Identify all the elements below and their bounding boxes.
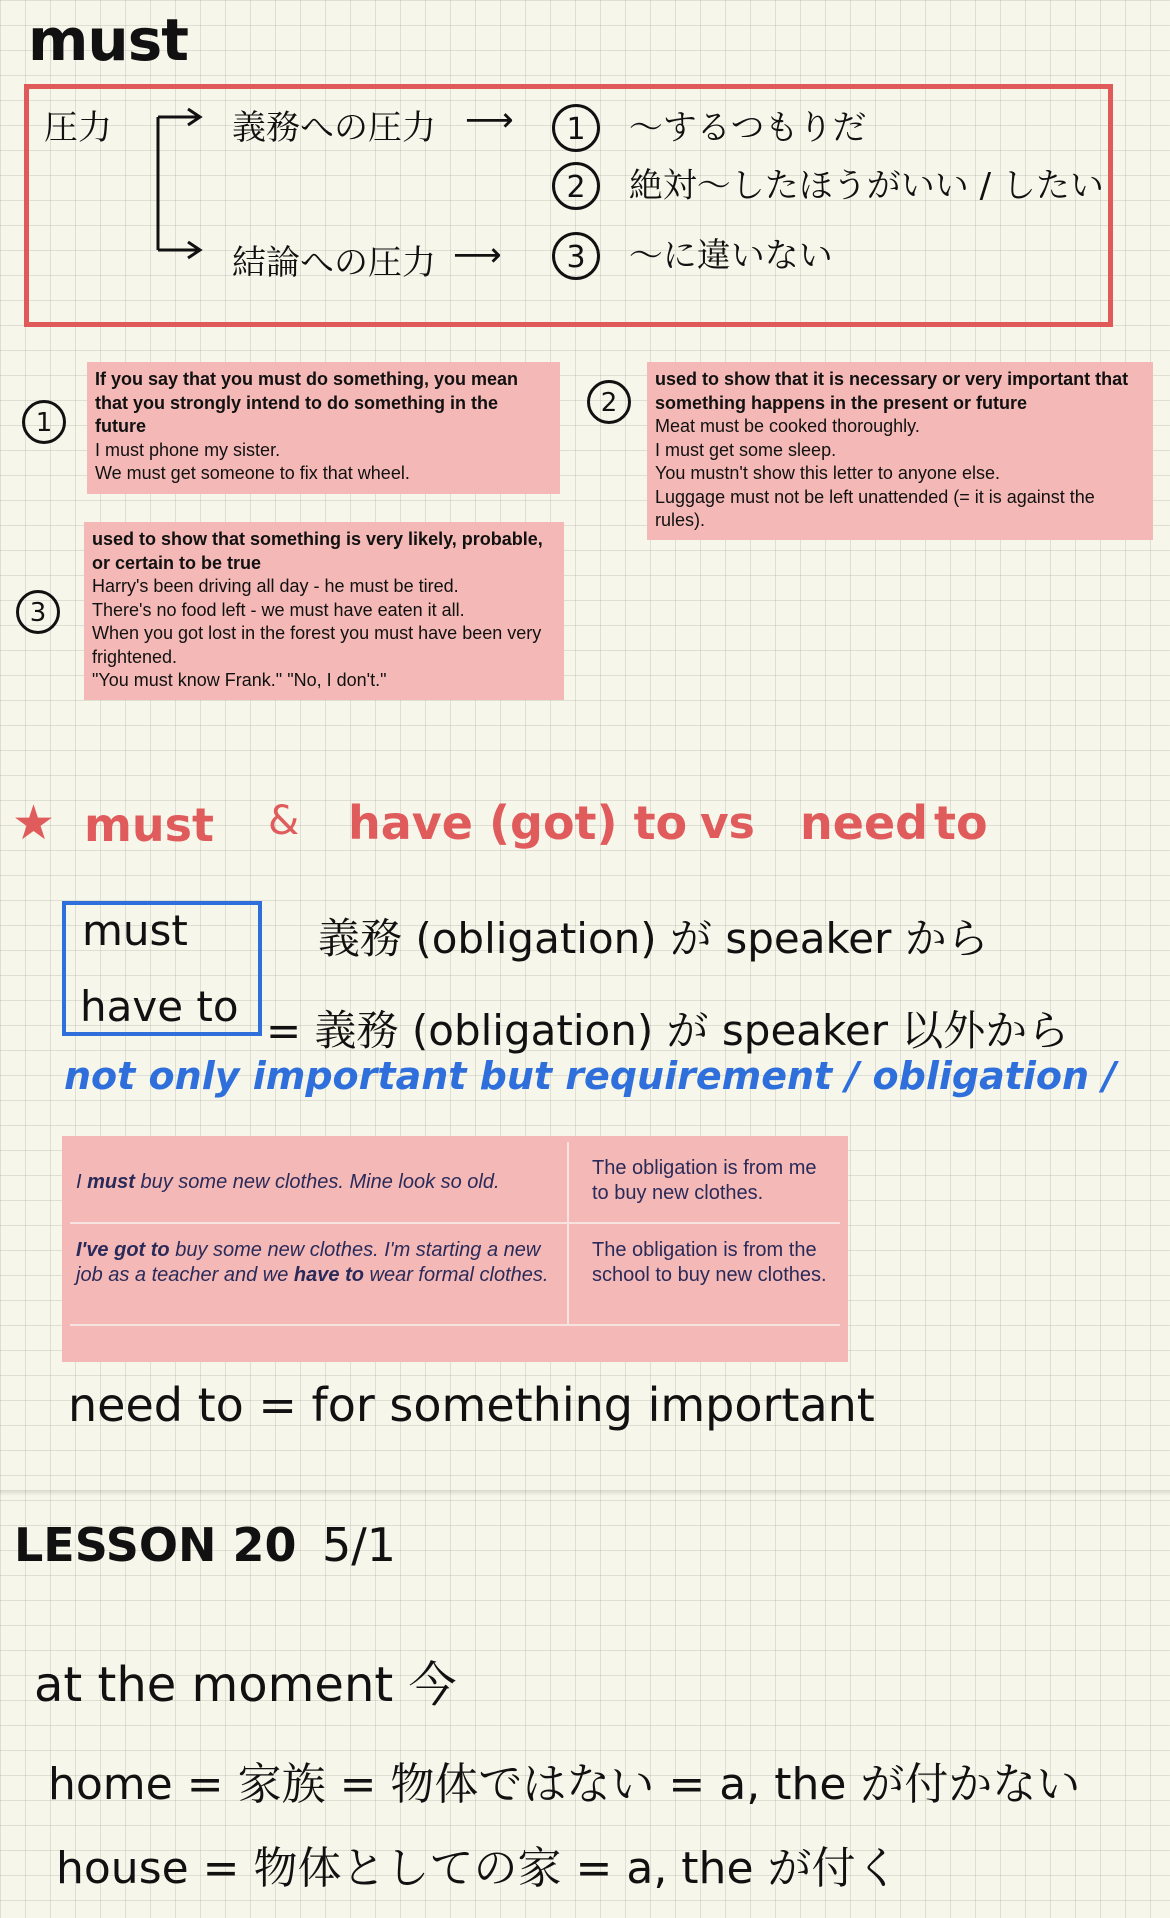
page-title: must [28, 6, 188, 74]
number-circle: 2 [552, 162, 600, 210]
table-row-1-explanation: The obligation is from me to buy new clothes. [592, 1157, 817, 1204]
need-to-note: need to = for something important [68, 1378, 875, 1432]
example: There's no food left - we must have eaten it all. [92, 599, 465, 620]
definition-heading: If you say that you must do something, you mean that you strongly intend to do something in the future [95, 369, 519, 436]
example: Meat must be cooked thoroughly. [655, 416, 920, 436]
branch-obligation: 義務への圧力 [232, 108, 436, 148]
example: Luggage must not be left unattended (= it is against the rules). [655, 486, 1095, 530]
lesson-title: LESSON 20 [14, 1518, 297, 1572]
branch-conclusion: 結論への圧力 [232, 243, 436, 283]
compare-need: need [800, 796, 929, 850]
example: We must get someone to fix that wheel. [95, 463, 410, 483]
table-row-2-example: I've got to buy some new clothes. I'm starting a new job as a teacher and we have to wear formal clothes. [76, 1239, 549, 1286]
page-separator [0, 1490, 1170, 1496]
example: When you got lost in the forest you must have been very frightened. [92, 623, 542, 667]
compare-have-got-to: have (got) to [348, 796, 688, 850]
box-have-to: have to [80, 982, 239, 1031]
compare-must: must [84, 798, 215, 852]
obligation-from-speaker: 義務 (obligation) が speaker から [318, 914, 989, 963]
column-divider [567, 1142, 569, 1324]
box-must: must [82, 906, 188, 955]
diagram-item-3: 3 〜に違いない [552, 228, 833, 280]
number-circle: 1 [552, 104, 600, 152]
def-number-2: 2 [587, 380, 631, 424]
definition-heading: used to show that something is very likely, probable, or certain to be true [92, 529, 543, 573]
comparison-table [62, 1136, 848, 1362]
compare-and: & [268, 798, 300, 844]
example: You mustn't show this letter to anyone else. [655, 463, 1000, 483]
lesson-date: 5/1 [322, 1518, 397, 1572]
def-number-3: 3 [16, 590, 60, 634]
example: "You must know Frank." "No, I don't." [92, 670, 387, 690]
table-row-2-explanation: The obligation is from the school to buy new clothes. [592, 1239, 827, 1286]
note-house: house = 物体としての家 = a, the が付く [56, 1843, 900, 1894]
star-icon: ★ [12, 795, 56, 851]
row-divider [70, 1324, 840, 1326]
number-circle: 3 [552, 232, 600, 280]
obligation-from-others: = 義務 (obligation) が speaker 以外から [266, 1006, 1070, 1055]
diagram-item-2: 2 絶対〜したほうがいい / したい [552, 158, 1104, 210]
definition-heading: used to show that it is necessary or very important that something happens in the present or future [655, 369, 1129, 413]
blue-note: not only important but requirement / obligation / [64, 1054, 1117, 1098]
note-at-the-moment: at the moment 今 [34, 1657, 457, 1713]
arrow-1: ⟶ [465, 100, 514, 140]
compare-vs: vs [700, 798, 755, 849]
definition-box-2 [647, 362, 1153, 540]
row-divider [70, 1222, 840, 1224]
bracket-arrows [148, 105, 228, 265]
example: I must phone my sister. [95, 439, 281, 460]
compare-to: to [934, 796, 988, 850]
example: Harry's been driving all day - he must be tired. [92, 576, 459, 596]
example: I must get some sleep. [655, 439, 837, 460]
arrow-2: ⟶ [453, 235, 502, 275]
diagram-root: 圧力 [44, 108, 112, 148]
definition-box-1 [87, 362, 560, 494]
table-row-1-example: I must buy some new clothes. Mine look so old. [76, 1171, 500, 1193]
definition-box-3 [84, 522, 564, 700]
note-home: home = 家族 = 物体ではない = a, the が付かない [48, 1759, 1081, 1810]
def-number-1: 1 [22, 400, 66, 444]
diagram-item-1: 1 〜するつもりだ [552, 100, 866, 152]
